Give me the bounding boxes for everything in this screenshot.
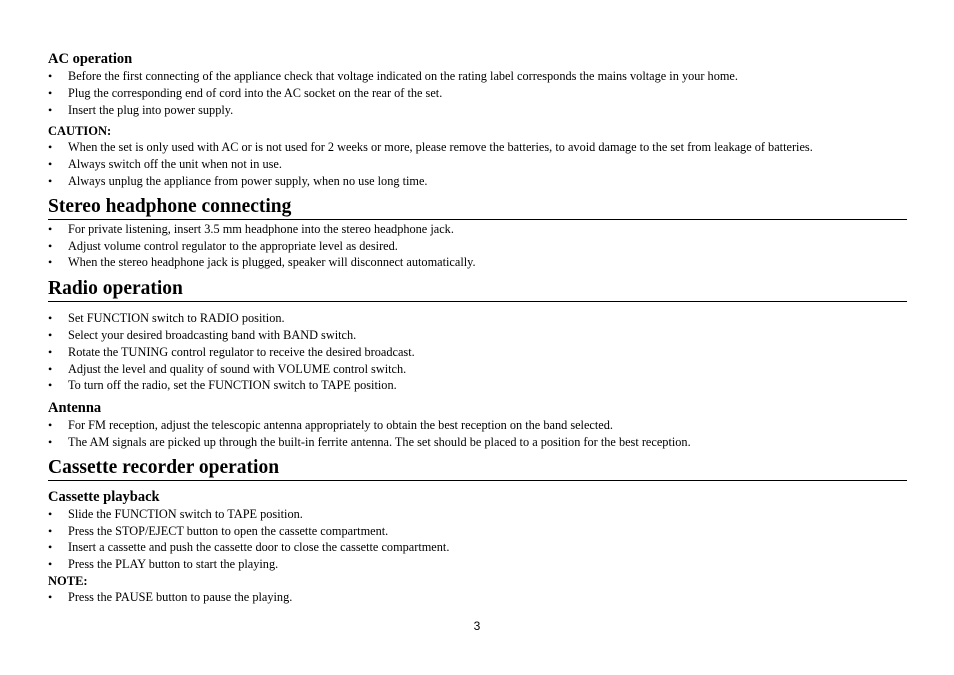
list-item: • Select your desired broadcasting band with BAND switch. xyxy=(48,327,907,344)
section-divider xyxy=(48,219,907,220)
antenna-heading: Antenna xyxy=(48,400,102,417)
list-item: • Set FUNCTION switch to RADIO position. xyxy=(48,310,907,327)
list-item: • Always unplug the appliance from power supply, when no use long time. xyxy=(48,173,907,190)
cassette-section-title: Cassette recorder operation xyxy=(48,456,280,478)
cassette-playback-heading: Cassette playback xyxy=(48,488,160,505)
list-item: • Press the STOP/EJECT button to open the cassette compartment. xyxy=(48,523,907,540)
section-divider xyxy=(48,301,907,302)
list-item: • To turn off the radio, set the FUNCTION switch to TAPE position. xyxy=(48,377,907,394)
note-list xyxy=(48,589,907,606)
headphone-section-title: Stereo headphone connecting xyxy=(48,195,292,217)
manual-page xyxy=(48,51,907,606)
list-item: • The AM signals are picked up through the built-in ferrite antenna. The set should be placed to a position for the best reception. xyxy=(48,434,907,451)
section-divider xyxy=(48,480,907,481)
list-item: • For private listening, insert 3.5 mm headphone into the stereo headphone jack. xyxy=(48,221,907,238)
caution-list xyxy=(48,139,907,189)
note-label: NOTE: xyxy=(48,573,88,588)
list-item: • Insert a cassette and push the cassette door to close the cassette compartment. xyxy=(48,539,907,556)
list-item: • Slide the FUNCTION switch to TAPE position. xyxy=(48,506,907,523)
ac-operation-heading: AC operation xyxy=(48,51,133,67)
ac-operation-list xyxy=(48,68,907,118)
list-item: • Rotate the TUNING control regulator to receive the desired broadcast. xyxy=(48,344,907,361)
list-item: • Before the first connecting of the appliance check that voltage indicated on the rating label corresponds the mains voltage in your home. xyxy=(48,68,907,85)
caution-label: CAUTION: xyxy=(48,124,112,139)
list-item: • Press the PLAY button to start the playing. xyxy=(48,556,907,573)
radio-list xyxy=(48,310,907,394)
list-item: • Plug the corresponding end of cord into the AC socket on the rear of the set. xyxy=(48,85,907,102)
page-number: 3 xyxy=(473,619,481,633)
list-item: • For FM reception, adjust the telescopic antenna appropriately to obtain the best reception on the band selected. xyxy=(48,417,907,434)
headphone-list xyxy=(48,221,907,271)
list-item: • When the set is only used with AC or is not used for 2 weeks or more, please remove the batteries, to avoid damage to the set from leakage of batteries. xyxy=(48,139,907,156)
radio-section-title: Radio operation xyxy=(48,278,183,300)
list-item: • Adjust the level and quality of sound with VOLUME control switch. xyxy=(48,361,907,378)
list-item: • Press the PAUSE button to pause the playing. xyxy=(48,589,907,606)
list-item: • Always switch off the unit when not in use. xyxy=(48,156,907,173)
list-item: • Insert the plug into power supply. xyxy=(48,102,907,119)
antenna-list xyxy=(48,417,907,451)
list-item: • Adjust volume control regulator to the appropriate level as desired. xyxy=(48,238,907,255)
list-item: • When the stereo headphone jack is plugged, speaker will disconnect automatically. xyxy=(48,254,907,271)
cassette-list xyxy=(48,506,907,573)
